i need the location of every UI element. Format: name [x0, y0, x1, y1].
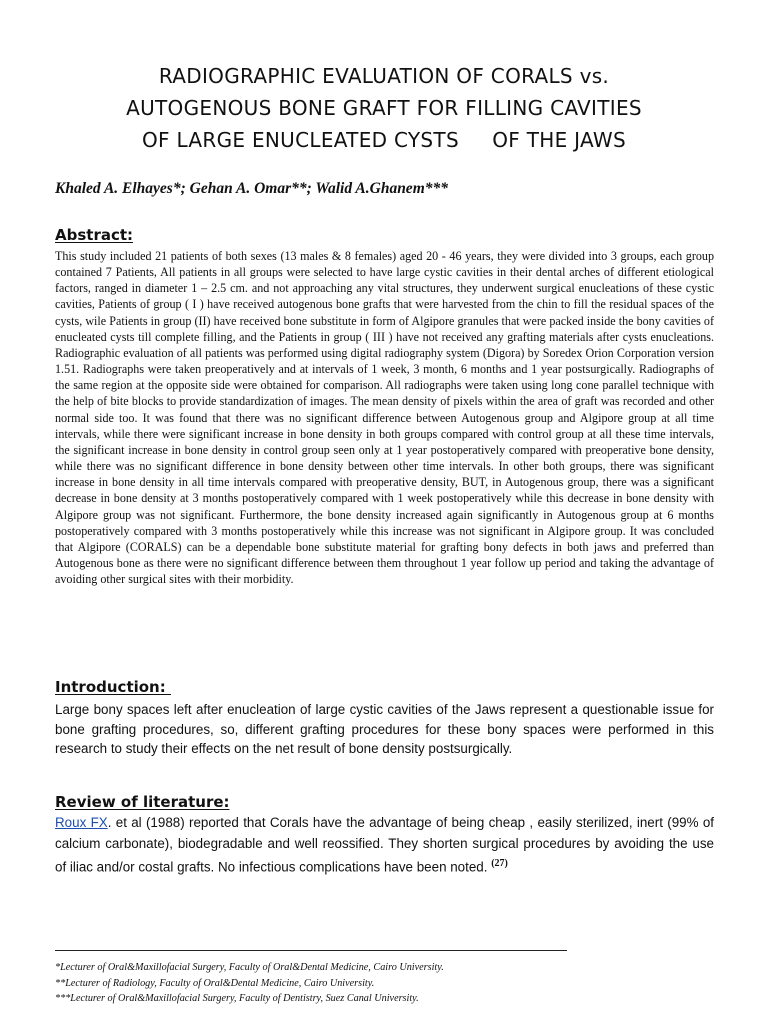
- review-heading: Review of literature:: [55, 793, 230, 811]
- title-line-1: RADIOGRAPHIC EVALUATION OF CORALS vs.: [158, 64, 610, 88]
- introduction-body: Large bony spaces left after enucleation of large cystic cavities of the Jaws represent a questionable issue for bone grafting procedures, so, different grafting procedures for these bony spaces were performed in this research to study their effects on the net result of bone density postsurgically.: [55, 702, 714, 756]
- footnote-2: **Lecturer of Radiology, Faculty of Oral&Dental Medicine, Cairo University.: [55, 977, 375, 989]
- paper-title: [40, 60, 728, 156]
- footnote-divider: [55, 950, 567, 951]
- footnote-1: *Lecturer of Oral&Maxillofacial Surgery, Faculty of Oral&Dental Medicine, Cairo University.: [55, 962, 444, 973]
- introduction-heading-text: Introduction:: [55, 678, 171, 696]
- citation-number: (27): [491, 858, 508, 869]
- title-line-3: OF LARGE ENUCLEATED CYSTS OF THE JAWS: [142, 128, 626, 152]
- review-body: [55, 813, 714, 878]
- footnotes: [55, 960, 715, 1007]
- review-text: . et al (1988) reported that Corals have the advantage of being cheap , easily sterilized, inert (99% of calcium carbonate), biodegradable and well reossified. They shorten surgical procedures by avoiding the use of iliac and/or costal grafts. No infectious complications have been noted.: [55, 815, 715, 875]
- abstract-heading: Abstract:: [55, 226, 134, 244]
- introduction-heading: [55, 678, 171, 696]
- title-line-2: AUTOGENOUS BONE GRAFT FOR FILLING CAVITIES: [126, 96, 642, 120]
- footnote-3: ***Lecturer of Oral&Maxillofacial Surgery, Faculty of Dentistry, Suez Canal University.: [55, 993, 419, 1004]
- reference-link[interactable]: Roux FX: [55, 815, 108, 830]
- abstract-body: This study included 21 patients of both sexes (13 males & 8 females) aged 20 - 46 years, they were divided into 3 groups, each group contained 7 Patients, All patients in all groups were selected to have large cystic cavities in their dental arches of different etiological factors, ranged in diameter 1 – 2.5 cm. and not approaching any vital structures, they underwent surgical enucleations of these cystic cavities, Patients of group ( I ) have received autogenous bone grafts that were harvested from the chin to fill the residual spaces of the cysts, wile Patients in group (II) have received bone substitute in form of Algipore granules that were packed inside the bony cavities of enucleated cysts till complete filling, and the Patients in group ( III ) have not received any grafting materials after cysts enucleations. Radiographic evaluation of all patients was performed using digital radiography system (Digora) by Soredex Orion Corporation version 1.51. Radiographs were taken preoperatively and at intervals of 1 week, 3 month, 6 months and 1 year postsurgically. Radiographs of the same region at the opposite side were obtained for comparison. All radiographs were taken using long cone parallel technique with the help of bite blocks to provide standardization of images. The mean density of pixels within the area of graft was recorded and other normal side too. It was found that there was no significant difference between Autogenous group and Algipore group at all time intervals, while there were significant increase in bone density in both groups compared with control group at all these time intervals, the significant increase in bone density in control group seen only at 1 year postoperatively compared with preoperative bone density, while there was no significant difference in bone density between other time intervals. In other both groups, there was significant increase in bone density in all time intervals compared with preoperative density, BUT, in Autogenous group, there was a significant decrease in bone density at 3 months postoperatively compared with 1 week postoperatively while this decrease in bone density with Algipore group was not significant. Furthermore, the bone density increased again significantly in Autogenous group at 6 months postoperatively compared with 3 months postoperatively while this increase was not significant in Algipore group. It was concluded that Algipore (CORALS) can be a dependable bone substitute material for grafting bony defects in both jaws and preferred than Autogenous bone as there were no significant difference between them throughout 1 year follow up period and taking the advantage of avoiding other surgical sites with their morbidity.: [55, 249, 714, 587]
- author-list: Khaled A. Elhayes*; Gehan A. Omar**; Walid A.Ghanem***: [55, 180, 448, 197]
